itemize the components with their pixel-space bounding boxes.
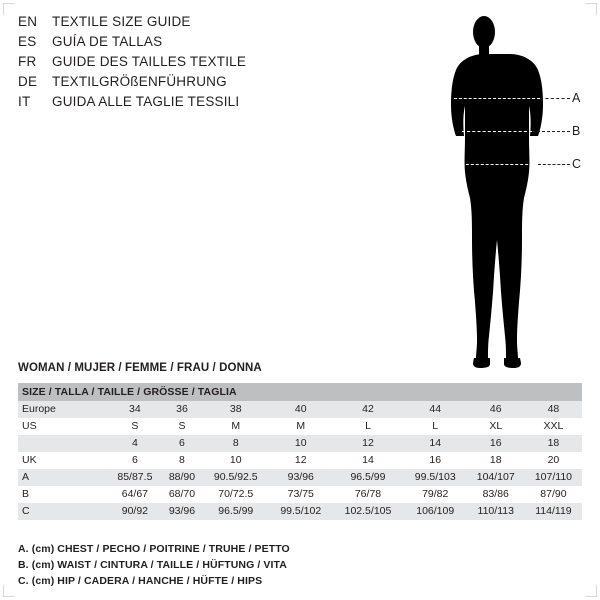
corner-mark-top-left <box>3 3 15 15</box>
cell: 44 <box>404 401 467 418</box>
cell: 12 <box>269 452 332 469</box>
cell: 6 <box>162 435 202 452</box>
hip-measure-line-inner <box>456 164 538 165</box>
language-code-en: EN <box>18 14 38 29</box>
table-row <box>18 435 582 452</box>
size-table-wrapper <box>18 383 582 520</box>
corner-mark-bottom-left <box>3 585 15 597</box>
measurement-legend <box>18 541 538 589</box>
language-row-es <box>18 34 318 54</box>
cell: 8 <box>202 435 269 452</box>
silhouette-icon <box>420 10 590 370</box>
cell: L <box>332 418 404 435</box>
waist-marker-label: B <box>572 124 581 138</box>
table-row <box>18 452 582 469</box>
cell: 104/107 <box>467 469 525 486</box>
row-label-c: C <box>18 503 108 520</box>
table-row <box>18 503 582 520</box>
cell: 36 <box>162 401 202 418</box>
language-title-de: TEXTILGRÖßENFÜHRUNG <box>52 74 227 89</box>
legend-row-hip: C. (cm) HIP / CADERA / HANCHE / HÜFTE / HIPS <box>18 575 263 587</box>
cell: 14 <box>332 452 404 469</box>
waist-measure-line-inner <box>462 131 532 132</box>
cell: 40 <box>269 401 332 418</box>
cell: 90.5/92.5 <box>202 469 269 486</box>
row-label-europe: Europe <box>18 401 108 418</box>
language-title-es: GUÍA DE TALLAS <box>52 34 163 49</box>
cell: 38 <box>202 401 269 418</box>
cell: XXL <box>525 418 582 435</box>
cell: 8 <box>162 452 202 469</box>
table-row <box>18 469 582 486</box>
cell: 96.5/99 <box>202 503 269 520</box>
cell: S <box>108 418 162 435</box>
row-label-a: A <box>18 469 108 486</box>
cell: 114/119 <box>525 503 582 520</box>
hip-measure-line-outer <box>538 164 570 165</box>
row-label-b: B <box>18 486 108 503</box>
cell: 18 <box>467 452 525 469</box>
cell: S <box>162 418 202 435</box>
section-title: WOMAN / MUJER / FEMME / FRAU / DONNA <box>18 362 262 374</box>
cell: 83/86 <box>467 486 525 503</box>
cell: 70/72.5 <box>202 486 269 503</box>
cell: 68/70 <box>162 486 202 503</box>
cell: 12 <box>332 435 404 452</box>
cell: 87/90 <box>525 486 582 503</box>
language-code-fr: FR <box>18 54 37 69</box>
cell: L <box>404 418 467 435</box>
cell: 90/92 <box>108 503 162 520</box>
cell: 110/113 <box>467 503 525 520</box>
language-title-fr: GUIDE DES TAILLES TEXTILE <box>52 54 247 69</box>
language-code-de: DE <box>18 74 38 89</box>
cell: 107/110 <box>525 469 582 486</box>
cell: 79/82 <box>404 486 467 503</box>
chest-measure-line-outer <box>540 98 570 99</box>
cell: 106/109 <box>404 503 467 520</box>
cell: 76/78 <box>332 486 404 503</box>
cell: 6 <box>108 452 162 469</box>
cell: 46 <box>467 401 525 418</box>
cell: 99.5/103 <box>404 469 467 486</box>
legend-row-waist: B. (cm) WAIST / CINTURA / TAILLE / HÜFTUNG / VITA <box>18 559 287 571</box>
cell: 48 <box>525 401 582 418</box>
cell: 16 <box>467 435 525 452</box>
language-row-fr <box>18 54 318 74</box>
table-row <box>18 401 582 418</box>
table-header-label: SIZE / TALLA / TAILLE / GRÖSSE / TAGLIA <box>18 383 582 401</box>
cell: 85/87.5 <box>108 469 162 486</box>
cell: 102.5/105 <box>332 503 404 520</box>
row-label-us: US <box>18 418 108 435</box>
table-row <box>18 486 582 503</box>
chest-measure-line-inner <box>454 98 540 99</box>
row-label-us-numeric <box>18 435 108 452</box>
cell: 96.5/99 <box>332 469 404 486</box>
table-header-row <box>18 383 582 401</box>
table-row <box>18 418 582 435</box>
cell: 14 <box>404 435 467 452</box>
cell: XL <box>467 418 525 435</box>
language-row-de <box>18 74 318 94</box>
language-title-it: GUIDA ALLE TAGLIE TESSILI <box>52 94 240 109</box>
cell: 10 <box>202 452 269 469</box>
cell: 20 <box>525 452 582 469</box>
chest-marker-label: A <box>572 91 581 105</box>
cell: 4 <box>108 435 162 452</box>
hip-marker-label: C <box>572 157 582 171</box>
cell: 93/96 <box>162 503 202 520</box>
corner-mark-bottom-right <box>585 585 597 597</box>
cell: 88/90 <box>162 469 202 486</box>
cell: M <box>202 418 269 435</box>
legend-row-chest: A. (cm) CHEST / PECHO / POITRINE / TRUHE / PETTO <box>18 543 290 555</box>
cell: 93/96 <box>269 469 332 486</box>
language-row-it <box>18 94 318 114</box>
female-silhouette-figure <box>420 10 590 370</box>
cell: 16 <box>404 452 467 469</box>
size-table <box>18 383 582 520</box>
row-label-uk: UK <box>18 452 108 469</box>
cell: M <box>269 418 332 435</box>
cell: 73/75 <box>269 486 332 503</box>
cell: 10 <box>269 435 332 452</box>
cell: 34 <box>108 401 162 418</box>
cell: 99.5/102 <box>269 503 332 520</box>
waist-measure-line-outer <box>532 131 570 132</box>
language-code-es: ES <box>18 34 37 49</box>
language-title-en: TEXTILE SIZE GUIDE <box>52 14 191 29</box>
cell: 18 <box>525 435 582 452</box>
language-row-en <box>18 14 318 34</box>
language-header-block <box>18 14 318 114</box>
cell: 42 <box>332 401 404 418</box>
cell: 64/67 <box>108 486 162 503</box>
language-code-it: IT <box>18 94 31 109</box>
